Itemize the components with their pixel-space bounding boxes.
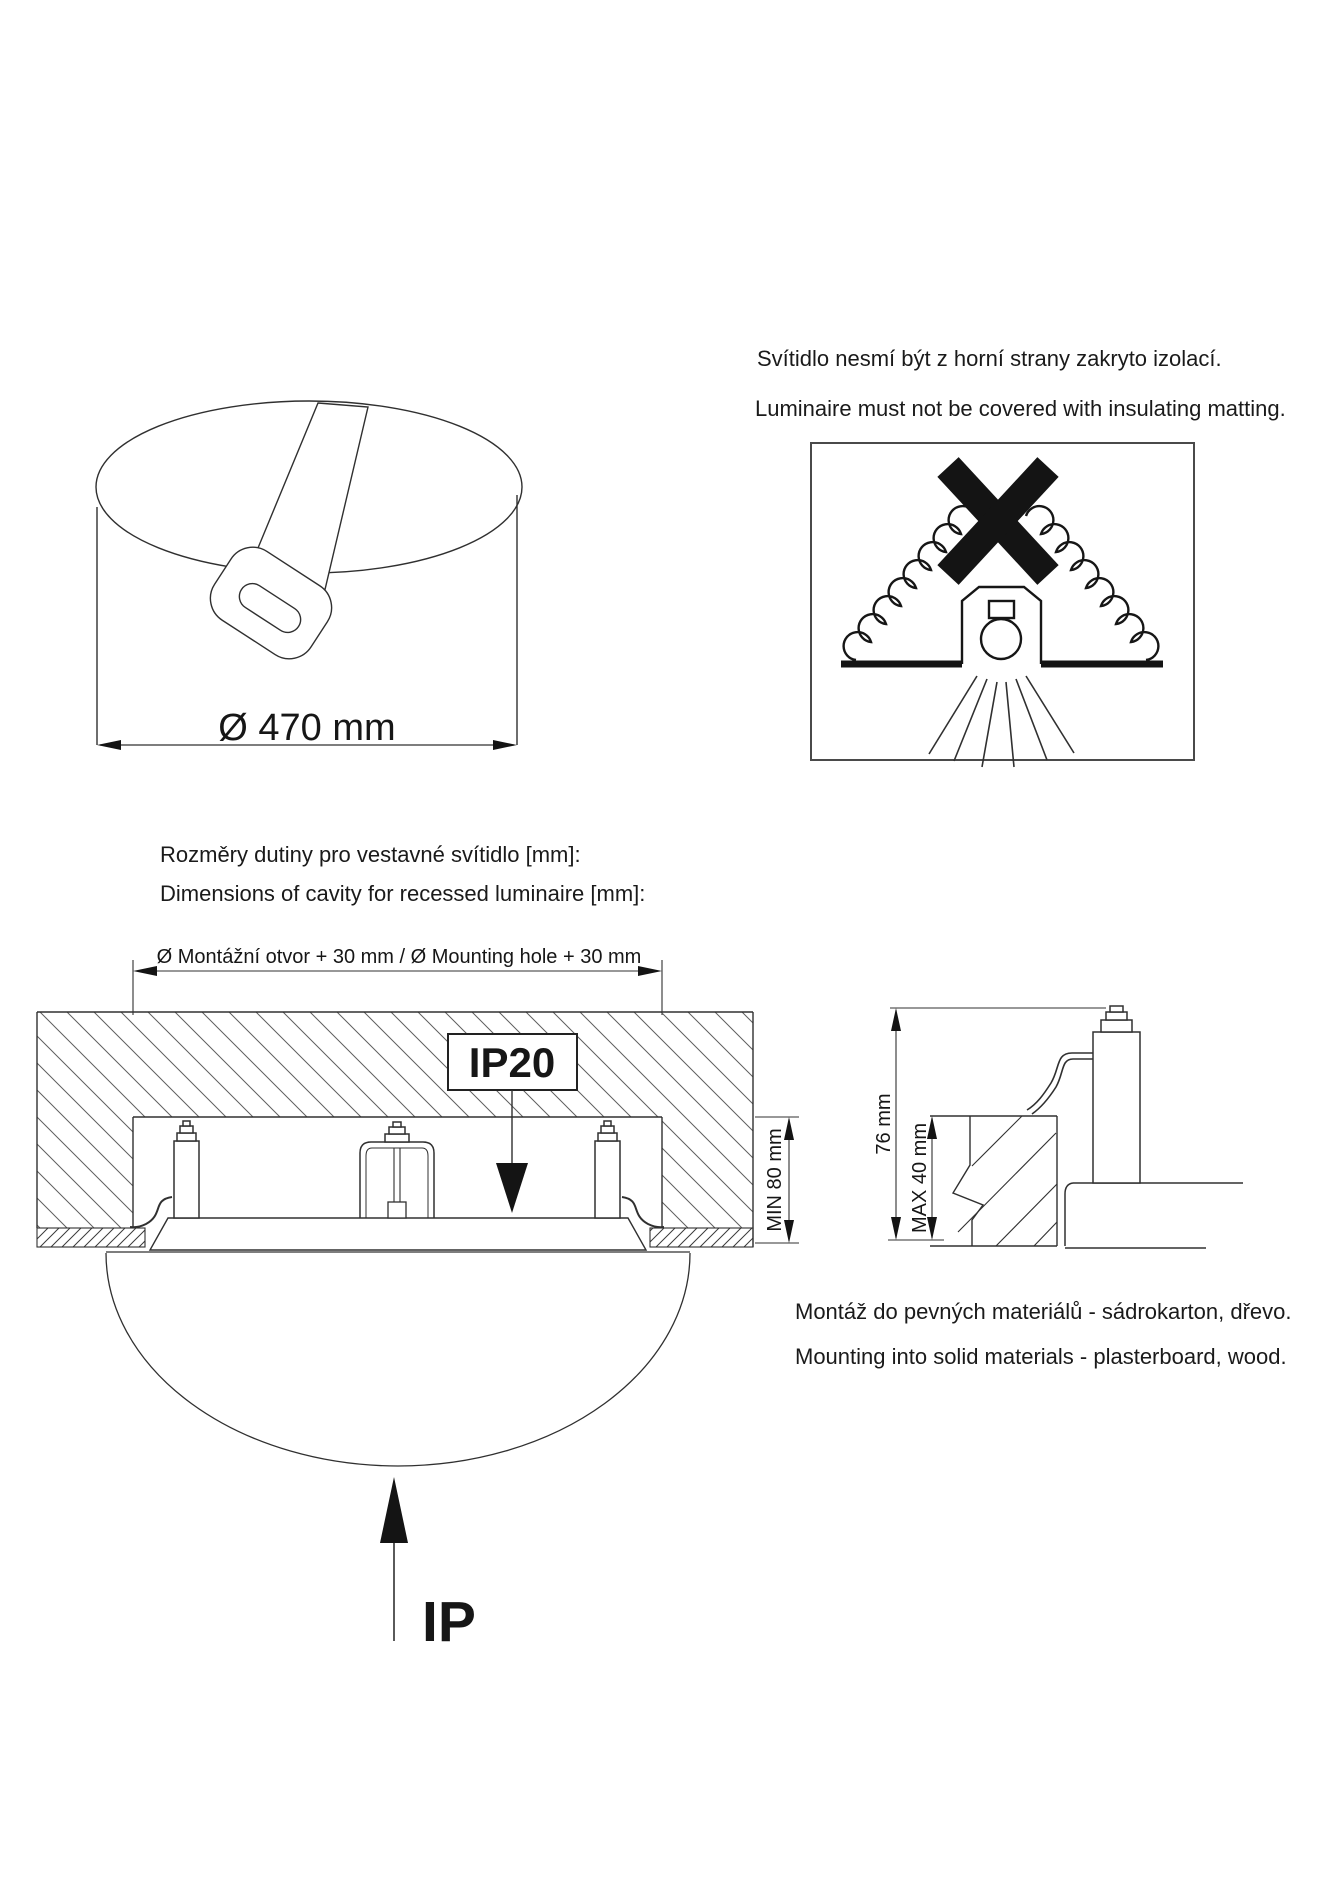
ceiling-board-right bbox=[650, 1228, 753, 1247]
down-arrow-icon bbox=[496, 1163, 528, 1213]
diameter-label: Ø 470 mm bbox=[218, 707, 396, 749]
no-insulation-note-en: Luminaire must not be covered with insulating matting. bbox=[755, 396, 1286, 421]
max-thickness-label: MAX 40 mm bbox=[909, 1122, 931, 1234]
ip-arrow-label: IP bbox=[422, 1590, 476, 1654]
plasterboard-block bbox=[930, 1116, 1057, 1246]
drywall-saw-icon bbox=[200, 403, 368, 669]
diameter-dimension bbox=[97, 707, 517, 750]
solid-material-note-en: Mounting into solid materials - plasterboard, wood. bbox=[795, 1344, 1287, 1369]
cutout-diameter-drawing bbox=[96, 401, 522, 750]
mounting-hole-label: Ø Montážní otvor + 30 mm / Ø Mounting hole + 30 mm bbox=[156, 946, 642, 968]
cavity-heading-cz: Rozměry dutiny pro vestavné svítidlo [mm]: bbox=[160, 842, 581, 867]
board-hatch bbox=[958, 1116, 1057, 1246]
insulation-warning-diagram bbox=[811, 443, 1194, 767]
center-bracket bbox=[360, 1122, 434, 1218]
recessed-lamp-icon bbox=[962, 587, 1041, 664]
no-insulation-note-cz: Svítidlo nesmí být z horní strany zakryto izolací. bbox=[757, 346, 1222, 371]
mounting-post-left bbox=[174, 1121, 199, 1218]
ip20-callout bbox=[448, 1034, 577, 1213]
min-depth-dimension bbox=[755, 1117, 799, 1243]
total-height-label: 76 mm bbox=[873, 1093, 895, 1155]
spring-clip-detail bbox=[1027, 1053, 1093, 1114]
base-plate-profile bbox=[1065, 1183, 1243, 1248]
cavity-heading-en: Dimensions of cavity for recessed luminaire [mm]: bbox=[160, 881, 646, 906]
structure-hatch bbox=[37, 1012, 753, 1228]
mounting-detail-drawing bbox=[873, 1006, 1243, 1248]
up-arrow-icon bbox=[380, 1477, 408, 1543]
mounting-post-right bbox=[595, 1121, 620, 1218]
total-height-dimension bbox=[873, 1008, 1106, 1240]
mounting-hole-dimension bbox=[133, 946, 662, 1015]
mounting-post-detail bbox=[1093, 1006, 1140, 1183]
ip20-label: IP20 bbox=[468, 1039, 556, 1086]
luminaire-base-plate bbox=[150, 1218, 646, 1250]
solid-material-note-cz: Montáž do pevných materiálů - sádrokarton, dřevo. bbox=[795, 1299, 1292, 1324]
ip-arrow bbox=[380, 1477, 476, 1654]
ceiling-board-left bbox=[37, 1228, 145, 1247]
cavity-cross-section-drawing bbox=[37, 946, 799, 1654]
glass-dome bbox=[106, 1252, 690, 1466]
min-depth-label: MIN 80 mm bbox=[764, 1128, 786, 1232]
